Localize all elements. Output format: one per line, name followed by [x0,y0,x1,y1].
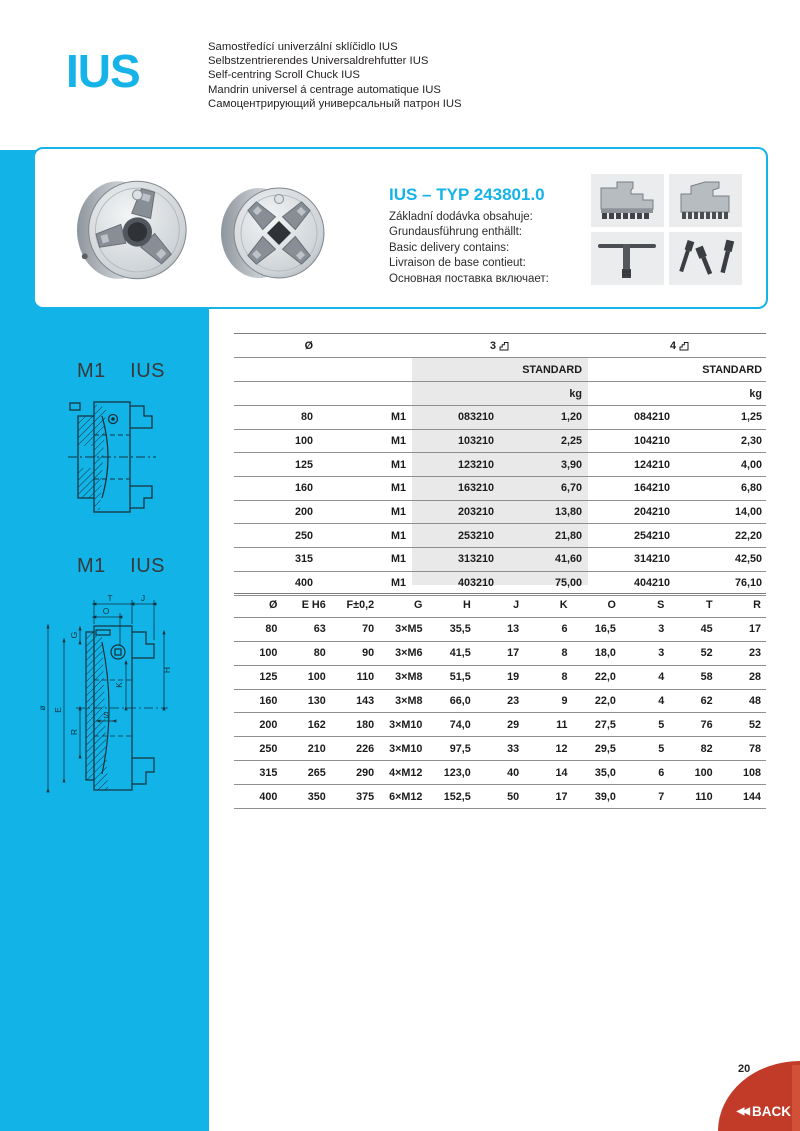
dim-label-s: S [103,710,109,720]
delivery-line: Basic delivery contains: [389,241,510,254]
cell-s: 3 [658,647,665,660]
cell-h: 66,0 [449,695,471,707]
cell-s: 6 [658,766,665,779]
order-table-unit-row [234,382,766,406]
cell-h: 51,5 [449,671,471,684]
cell-weight-4jaw: 2,30 [740,435,762,448]
cell-f: 226 [356,742,375,755]
cell-mount: M1 [391,529,406,542]
standard-label-4jaw: STANDARD [702,363,762,376]
dimensions-row [234,642,766,666]
cell-s: 4 [658,695,665,707]
cell-g: 6×M12 [389,790,423,803]
back-corner-shape [718,1061,800,1131]
order-table-row [234,430,766,454]
chuck-3jaw-photo [75,170,192,290]
dimensions-row [234,690,766,714]
cell-r: 78 [748,742,761,755]
cell-d: 125 [259,671,278,684]
product-title-line: Самоцентрирующий универсальный патрон IUS [208,97,462,110]
cell-r: 52 [748,718,761,731]
dim-label-t: T [107,593,113,603]
cell-diameter: 100 [294,435,313,448]
order-table-standard-row [234,358,766,382]
cell-j: 40 [507,766,520,779]
cell-code-4jaw: 204210 [633,506,670,519]
cell-mount: M1 [391,411,406,424]
cell-e: 130 [307,695,326,707]
back-button-label: BACK [752,1104,791,1119]
cell-code-4jaw: 104210 [633,435,670,448]
cell-weight-3jaw: 2,25 [560,435,582,448]
cell-mount: M1 [391,435,406,448]
product-title-line: Self-centring Scroll Chuck IUS [208,69,360,82]
cell-diameter: 125 [294,458,313,471]
cell-code-3jaw: 123210 [457,458,494,471]
dimensions-row [234,666,766,690]
cell-d: 100 [259,647,278,660]
cell-g: 3×M10 [389,718,423,731]
cell-code-4jaw: 404210 [633,577,670,590]
unit-label-4jaw: kg [749,387,762,400]
order-table-header-row [234,334,766,358]
dim-label-j: J [140,593,146,603]
cell-f: 180 [356,718,375,731]
cell-t: 110 [695,790,713,803]
dimensions-header-row [234,594,766,618]
accessory-jaw-outside-image [591,174,664,227]
cell-code-3jaw: 403210 [457,577,494,590]
cell-weight-3jaw: 1,20 [560,411,582,424]
cell-g: 3×M8 [395,695,423,707]
cell-k: 12 [555,742,568,755]
cell-s: 3 [658,623,665,636]
mount-code: M1 [77,360,106,382]
mount-code: M1 [77,555,106,577]
cell-h: 41,5 [449,647,471,660]
cell-g: 3×M6 [395,647,423,660]
cell-j: 17 [507,647,520,660]
cell-d: 200 [259,718,278,731]
cell-s: 5 [658,742,665,755]
series-code: IUS [130,555,165,577]
product-title-line: Samostředící univerzální sklíčidlo IUS [208,41,398,53]
cell-weight-4jaw: 14,00 [734,506,762,519]
dimensions-row [234,737,766,761]
cell-code-3jaw: 313210 [457,553,494,566]
cell-o: 22,0 [594,695,616,707]
cell-e: 63 [313,623,326,636]
order-table-body [234,406,766,596]
cell-f: 90 [362,647,375,660]
dimension-header-cell: R [753,599,761,612]
cell-o: 27,5 [594,718,616,731]
dimension-header-cell: T [706,599,713,612]
cell-s: 7 [658,790,665,803]
cell-weight-4jaw: 6,80 [740,482,762,495]
dimension-header-cell: F±0,2 [346,599,375,612]
diameter-header: Ø [304,339,313,352]
cell-j: 19 [507,671,520,684]
cell-o: 29,5 [594,742,616,755]
dim-label-e: E [53,707,63,713]
cell-mount: M1 [391,458,406,471]
delivery-line: Основная поставка включает: [389,272,549,285]
cell-mount: M1 [391,577,406,590]
cell-code-3jaw: 163210 [457,482,494,495]
group-3jaw-header: 3 [490,340,509,352]
cell-f: 290 [356,766,375,779]
accessories-grid [591,174,742,285]
cell-k: 8 [561,647,568,660]
cell-weight-4jaw: 42,50 [734,553,762,566]
dimensions-row [234,713,766,737]
order-table-row [234,406,766,430]
dim-label-phi: ø [37,705,47,711]
cell-e: 100 [307,671,326,684]
drawing2-label [77,555,165,578]
cell-weight-3jaw: 3,90 [560,458,582,471]
cell-code-4jaw: 314210 [633,553,670,566]
back-corner-edge [792,1065,800,1131]
cell-e: 210 [307,742,326,755]
cell-t: 62 [700,695,713,707]
cell-t: 45 [700,623,713,636]
cell-weight-3jaw: 13,80 [554,506,582,519]
cell-r: 28 [748,671,761,684]
cell-t: 52 [700,647,713,660]
cell-h: 35,5 [449,623,471,636]
cell-weight-3jaw: 21,80 [554,529,582,542]
cell-diameter: 160 [294,482,313,495]
cell-g: 4×M12 [389,766,423,779]
jaw-profile-icon [679,341,689,351]
dimension-header-cell: H [463,599,471,612]
cell-r: 48 [748,695,761,707]
cell-diameter: 80 [300,411,313,424]
accessory-key-image [591,232,664,285]
accessory-jaw-inside-image [669,174,742,227]
dimension-header-cell: G [414,599,423,612]
cell-s: 5 [658,718,665,731]
dim-label-r: R [69,728,79,736]
dimension-header-cell: O [607,599,616,612]
cell-g: 3×M8 [395,671,423,684]
cell-d: 400 [259,790,278,803]
product-title-line: Mandrin universel á centrage automatique IUS [208,83,441,96]
delivery-line: Základní dodávka obsahuje: [389,211,533,223]
cell-weight-3jaw: 41,60 [554,553,582,566]
cell-code-4jaw: 124210 [633,458,670,471]
cell-f: 70 [362,623,375,636]
order-table-row [234,477,766,501]
unit-label-3jaw: kg [569,387,582,400]
cell-code-4jaw: 084210 [633,411,670,424]
cell-d: 80 [265,623,278,636]
cell-weight-4jaw: 22,20 [734,529,762,542]
dimension-header-cell: S [657,599,665,612]
cell-diameter: 200 [294,506,313,519]
cell-code-4jaw: 254210 [633,529,670,542]
cell-h: 97,5 [449,742,471,755]
cell-diameter: 250 [294,529,313,542]
cell-weight-4jaw: 4,00 [740,458,762,471]
cell-d: 160 [259,695,278,707]
cell-k: 6 [561,623,568,636]
cell-o: 16,5 [594,623,616,636]
cell-j: 23 [507,695,520,707]
cell-f: 375 [356,790,375,803]
dimension-header-cell: Ø [268,599,278,612]
cell-code-3jaw: 253210 [457,529,494,542]
cell-weight-4jaw: 1,25 [740,411,762,424]
order-table-row [234,548,766,572]
cell-f: 110 [356,671,375,684]
dimensions-row [234,761,766,785]
cell-k: 17 [555,790,568,803]
order-table-row [234,572,766,596]
brand-logo: IUS [66,45,140,97]
dimensions-table [234,593,766,809]
jaw-profile-icon [499,341,509,351]
cell-e: 265 [307,766,326,779]
cell-k: 8 [561,671,568,684]
cell-t: 82 [700,742,713,755]
delivery-lines [389,210,549,287]
cell-o: 39,0 [594,790,616,803]
dimension-header-cell: E H6 [301,599,326,612]
cell-k: 9 [561,695,568,707]
cell-weight-3jaw: 75,00 [554,577,582,590]
type-title: IUS – TYP 243801.0 [389,185,545,204]
order-table-row [234,524,766,548]
cell-j: 29 [507,718,520,731]
cell-h: 123,0 [443,766,471,779]
cell-r: 23 [748,647,761,660]
cell-k: 11 [556,718,568,731]
chuck-dimension-drawing [36,590,192,805]
cell-mount: M1 [391,482,406,495]
cell-e: 350 [307,790,326,803]
cell-e: 162 [307,718,326,731]
cell-mount: M1 [391,553,406,566]
cell-d: 315 [259,766,278,779]
cell-diameter: 315 [294,553,313,566]
cell-o: 22,0 [594,671,616,684]
page-number: 20 [738,1063,751,1075]
cell-t: 100 [694,766,713,779]
chuck-section-drawing [64,388,160,526]
cell-d: 250 [259,742,278,755]
cell-t: 76 [700,718,713,731]
cell-code-3jaw: 103210 [457,435,494,448]
dim-label-h: H [162,666,172,674]
dimensions-row [234,618,766,642]
order-table-row [234,453,766,477]
basic-delivery-box [33,147,768,309]
cell-k: 14 [555,766,568,779]
accessory-screws-image [669,232,742,285]
dim-label-k: K [114,682,124,688]
cell-r: 17 [748,623,761,636]
cell-mount: M1 [391,506,406,519]
chuck-4jaw-photo [219,180,333,286]
cell-code-4jaw: 164210 [633,482,670,495]
order-table-row [234,501,766,525]
cell-o: 18,0 [594,647,616,660]
cell-t: 58 [700,671,713,684]
dim-label-o: O [102,606,110,616]
dimension-header-cell: K [559,599,568,612]
cell-f: 143 [356,695,375,707]
cell-r: 144 [742,790,761,803]
cell-g: 3×M5 [395,623,423,636]
delivery-line: Grundausführung enthällt: [389,226,522,239]
delivery-line: Livraison de base contieut: [389,257,526,270]
group-4jaw-header: 4 [670,340,689,352]
cell-j: 33 [507,742,520,755]
cell-g: 3×M10 [389,742,423,755]
dim-label-g: G [69,631,79,639]
cell-diameter: 400 [294,577,313,590]
dimensions-row [234,785,766,809]
dimensions-table-body [234,618,766,809]
product-title-list [208,40,462,111]
back-button[interactable] [737,1104,791,1119]
dimension-header-cell: J [513,599,520,612]
double-left-arrow-icon: ◀◀ [736,1106,748,1117]
cell-weight-3jaw: 6,70 [560,482,582,495]
cell-code-3jaw: 083210 [457,411,494,424]
cell-weight-4jaw: 76,10 [734,577,762,590]
cell-j: 50 [507,790,520,803]
cell-e: 80 [313,647,326,660]
product-title-line: Selbstzentrierendes Universaldrehfutter IUS [208,55,429,68]
series-code: IUS [130,360,165,382]
cell-r: 108 [742,766,761,779]
cell-j: 13 [507,623,520,636]
drawing1-label [77,360,165,383]
standard-label-3jaw: STANDARD [522,363,582,376]
cell-code-3jaw: 203210 [457,506,494,519]
order-table [234,333,766,596]
cell-s: 4 [658,671,665,684]
cell-h: 74,0 [449,718,471,731]
cell-h: 152,5 [443,790,471,803]
cell-o: 35,0 [594,766,616,779]
